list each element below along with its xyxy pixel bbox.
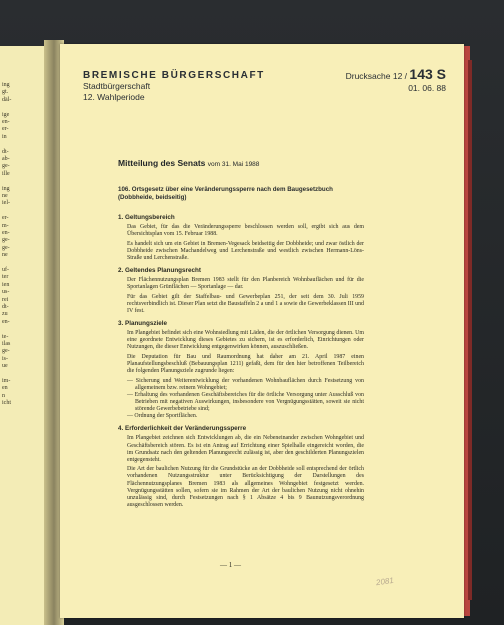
left-page-fragment [0,46,44,625]
left-page-text-fragment: dt- [2,148,9,155]
drucksache-line [306,66,446,82]
page-number: — 1 — [220,561,241,569]
section-paragraph: Es handelt sich um ein Gebiet in Bremen-Vegesack beidseitig der Dobbheide; und zwar östlich der Dobbheide zwischen Machandelweg und Lerchenstraße und westlich zwischen Hermann-Löns-Straße und Lerchenstraße. [127,240,364,261]
chamber-name: Stadtbürgerschaft [83,81,151,91]
left-page-text-fragment: däl- [2,96,12,103]
left-page-text-fragment: is- [2,355,8,362]
left-page-text-fragment: ge- [2,244,10,251]
left-page-text-fragment: ing [2,185,10,192]
left-page-text-fragment: m- [2,222,9,229]
list-item: — Erhaltung des vorhandenen Geschäftsbereiches für die örtliche Versorgung unter Ausschluß von Betrieben mit negativen Auswirkungen, insbesondere von Vergnügungsstätten, soweit sie nicht störende Gewerbebetriebe sind; [127,391,364,413]
drucksache-label: Drucksache 12 / [345,71,408,81]
left-page-text-fragment: im- [2,378,11,384]
section [118,267,364,315]
list-item: — Ordnung der Sportflächen. [127,413,198,420]
institution-title: BREMISCHE BÜRGERSCHAFT [83,70,265,81]
document-reference [306,66,446,93]
list-item: — Sicherung und Weiterentwicklung der vorhandenen Wohnbauflächen durch Festsetzung von allgemeinem bzw. reinem Wohngebiet; [127,377,364,391]
communication-title: Mitteilung des Senats [118,158,206,168]
section-heading: 1. Geltungsbereich [118,214,175,221]
section-paragraph: Für das Gebiet gilt der Staffelbau- und Gewerbeplan 251, der seit dem 30. Juli 1959 rechtsverbindlich ist. Dieser Plan setzt die Baustaffeln 2 a und 1 a sowie die Gewerbeklassen III und IV fest. [127,293,364,315]
letterhead [83,70,265,103]
left-page-text-fragment: rei [2,296,9,303]
left-page-text-fragment: er- [2,215,9,222]
binder-edge-shadow [468,60,472,600]
section [118,425,364,509]
subject-line: 106. Ortsgesetz über eine Veränderungssperre nach dem Baugesetzbuch (Dobbheide, beidseitig) [118,186,333,201]
section-paragraph: Das Gebiet, für das die Veränderungssperre beschlossen werden soll, ergibt sich aus dem Übersichtsplan vom 15. Februar 1988. [127,224,364,238]
left-page-text-fragment: uf- [2,267,9,273]
section-heading: 2. Geltendes Planungsrecht [118,267,201,275]
left-page-text-fragment: en [2,385,8,392]
section [118,214,364,262]
left-page-text-fragment: er- [2,126,9,133]
left-page-text-fragment: ab- [2,156,10,162]
left-page-text-fragment: en- [2,318,10,325]
left-page-text-fragment: dt- [2,304,9,310]
left-page-text-fragment: ge- [2,237,10,244]
left-page-text-fragment: us- [2,289,10,296]
communication-date: vom 31. Mai 1988 [207,161,260,168]
left-page-text-fragment: ter [2,274,9,281]
section-paragraph: Der Flächennutzungsplan Bremen 1983 stellt für den Planbereich Wohnbauflächen und für die Sportanlagen Grünflächen — Sportanlage — dar. [127,277,364,291]
planning-goals-list [118,378,364,421]
left-page-text-fragment: ge- [2,348,10,355]
legislative-period: 12. Wahlperiode [83,92,145,102]
left-page-text-fragment: icht [2,400,11,407]
section-heading: 4. Erforderlichkeit der Veränderungssperre [118,425,247,433]
communication-heading [118,158,259,168]
left-page-text-fragment: ge- [2,163,10,170]
left-page-text-fragment: ille [2,170,10,177]
section-paragraph: Im Plangebiet zeichnen sich Entwicklungen ab, die ein Nebeneinander zwischen Wohngebiet und Geschäftsbereich stören. Es ist ein Antrag auf Errichtung einer Spielhalle eingereicht worden, die im Grundsatz nach den geltenden Planungsrecht zulässig ist, aber den geschilderten Planungszielen entgegensteht. [127,435,364,463]
left-page-text-fragment: gt. [2,89,9,96]
section [118,320,364,420]
left-page-text-fragment: ien [2,281,10,288]
left-page-text-fragment: ige [2,111,10,118]
section-paragraph: Die Art der baulichen Nutzung für die Grundstücke an der Dobbheide soll entsprechend der örtlich vorhandenen Nutzungsstruktur unter Berücksichtigung der Darstellungen des Flächennutzungsplanes Bremen 1983 als allgemeines Wohngebiet festgesetzt werden. Vergnügungsstätten sollen, sofern sie im Rahmen der Art der baulichen Nutzung nicht ohnehin unzulässig sind, durch Festsetzungen nach § 1 Absätze 4 bis 9 Baunutzungsverordnung ausgeschlossen werden. [127,466,364,508]
document-body [118,214,364,514]
handwritten-note: 2081 [375,575,395,588]
left-page-text-fragment: ilas [2,341,11,347]
left-page-text-fragment: n [2,392,5,399]
document-date: 01. 06. 88 [408,83,446,93]
left-page-text-fragment: en- [2,119,10,125]
left-page-text-fragment: zu [2,311,8,318]
drucksache-number: 143 S [409,66,446,82]
left-page-text-fragment: te- [2,333,9,340]
section-paragraph: Im Plangebiet befindet sich eine Wohnsiedlung mit Läden, die der örtlichen Versorgung dienen. Um eine geordnete Entwicklung dieses Gebietes zu sichern, ist es erforderlich, Einrichtungen oder Nutzungen, die dieser Entwicklung entgegenwirken können, auszuschließen. [127,330,364,351]
left-page-text-fragment: in [2,133,7,140]
left-page-text-fragment: ue [2,363,8,370]
left-page-text-fragment: ing [2,82,10,88]
left-page-text-fragment: ne [2,252,8,259]
left-page-text-fragment: en- [2,230,10,236]
section-paragraph: Die Deputation für Bau und Raumordnung hat daher am 21. April 1987 einen Planaufstellungsbeschluß (Bebauungsplan 1211) gefaßt, dem für den hier betroffenen Teilbereich die folgenden Planungsziele zugrunde liegen: [127,354,364,375]
left-page-text-fragment: ne [2,193,8,199]
left-page-text-fragment: iel- [2,200,10,207]
section-heading: 3. Planungsziele [118,320,167,328]
